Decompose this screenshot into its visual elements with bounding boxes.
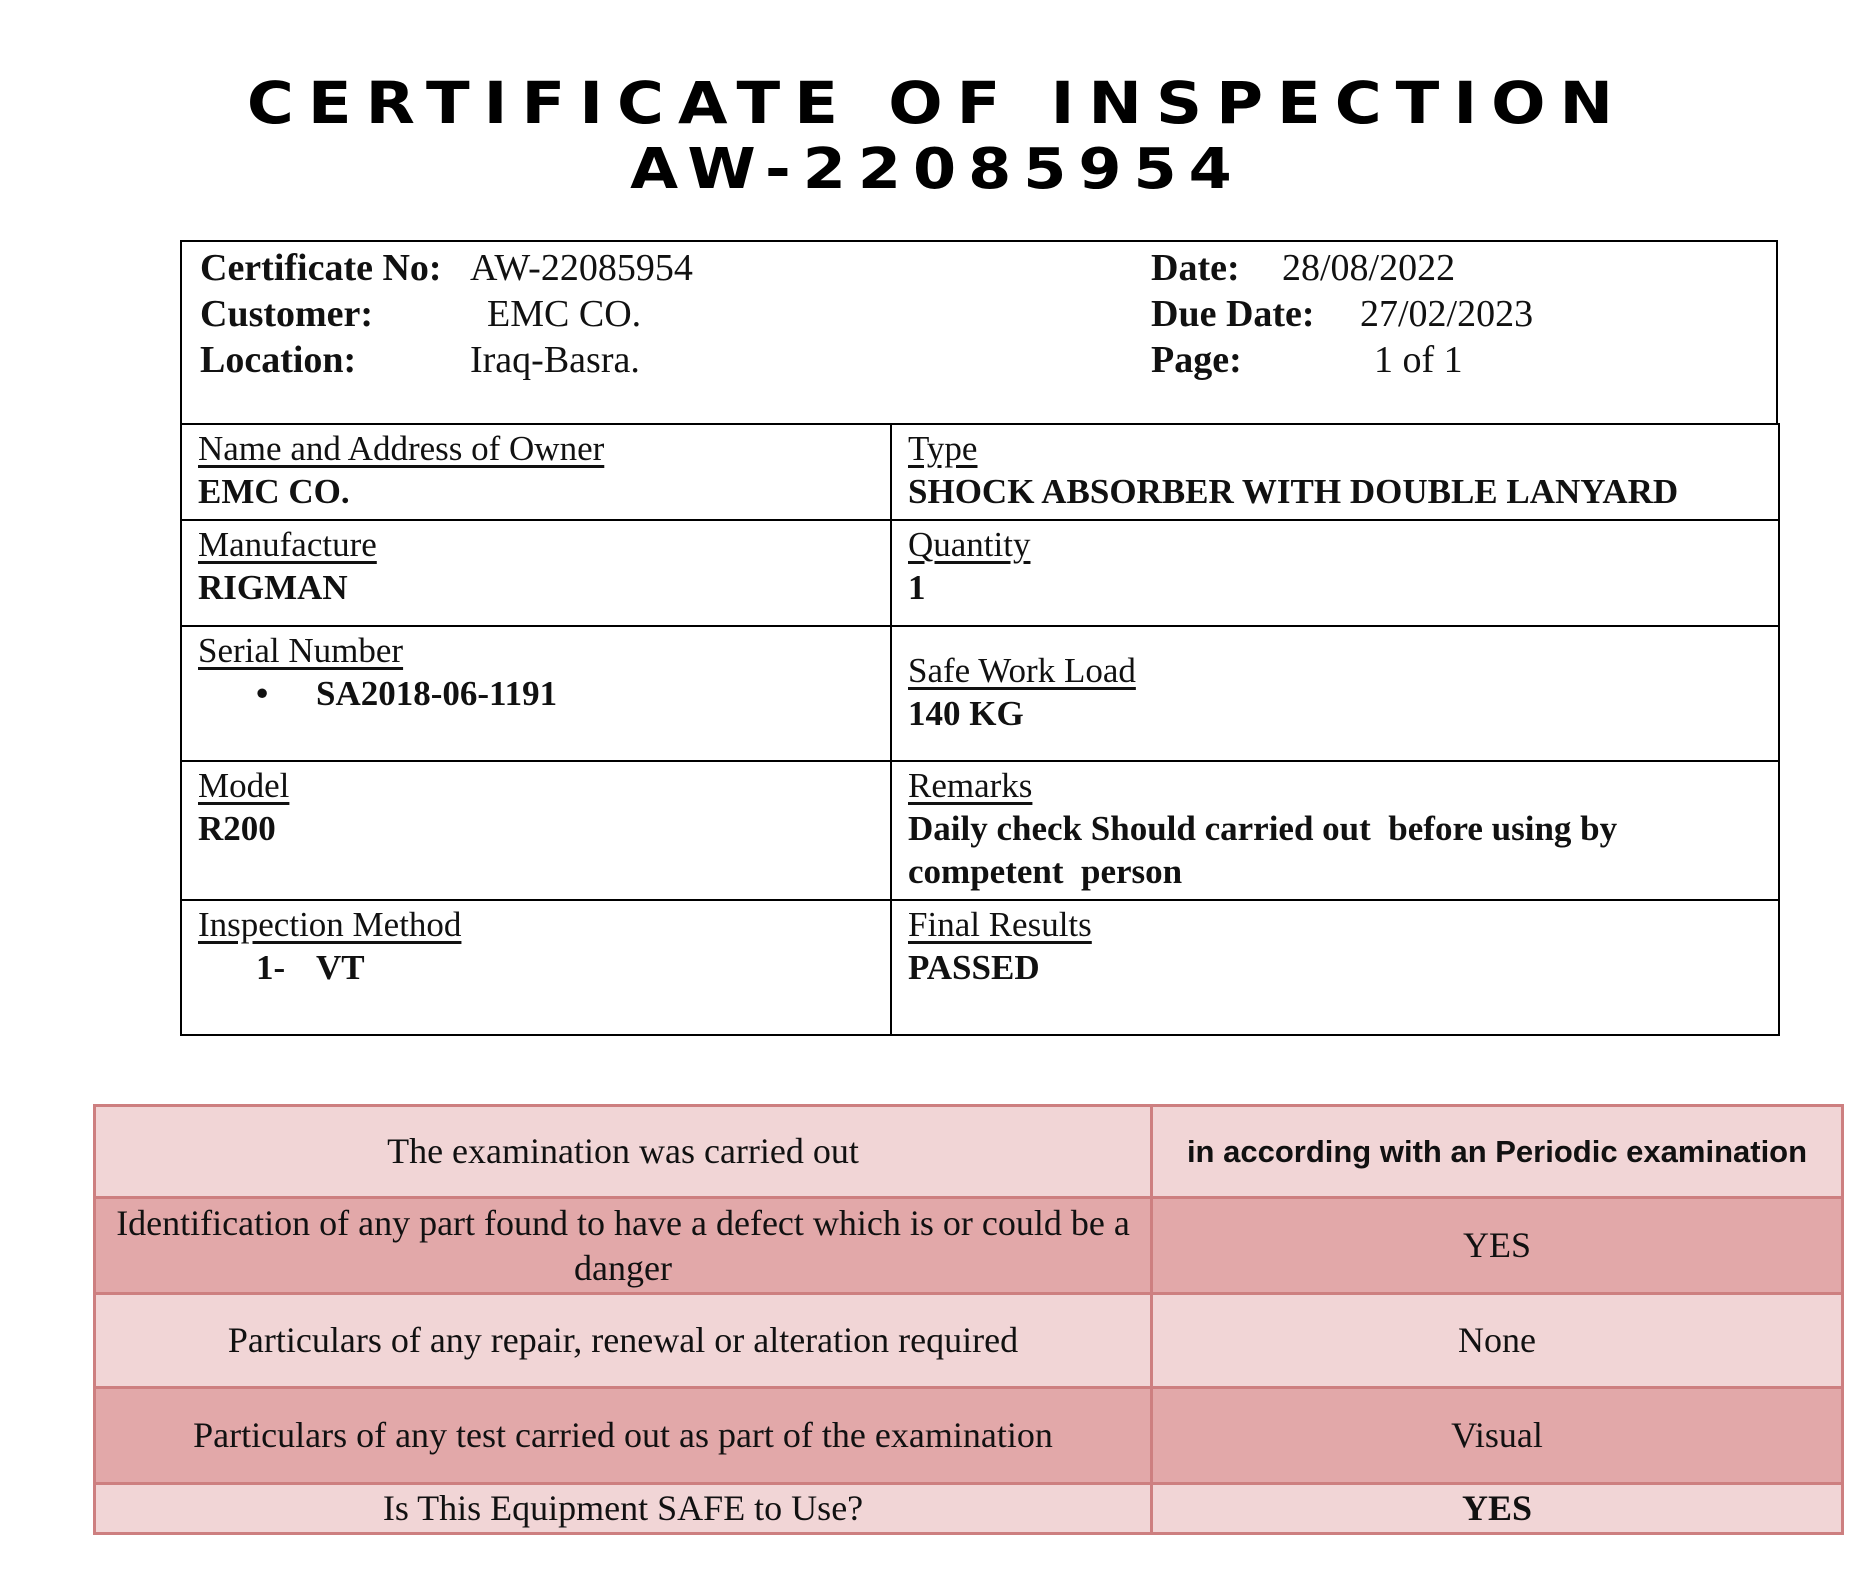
swl-cell: [891, 626, 1779, 761]
exam-answer: Visual: [1152, 1388, 1843, 1484]
location-label: Location:: [200, 339, 357, 381]
customer-label: Customer:: [200, 293, 374, 335]
owner-cell: [181, 424, 891, 520]
examination-table: [93, 1104, 1844, 1535]
exam-answer: YES: [1152, 1198, 1843, 1294]
swl-value: 140 KG: [908, 693, 1024, 733]
quantity-value: 1: [908, 568, 926, 607]
model-cell: [181, 761, 891, 900]
serial-value: SA2018-06-1191: [316, 674, 558, 713]
remarks-cell: [891, 761, 1779, 900]
serial-cell: [181, 626, 891, 761]
date-value: 28/08/2022: [1282, 247, 1456, 289]
manufacture-value: RIGMAN: [198, 568, 348, 607]
exam-question: Identification of any part found to have a defect which is or could be a danger: [95, 1198, 1152, 1294]
final-results-label: Final Results: [908, 905, 1092, 944]
serial-list-item: [198, 672, 874, 715]
exam-question: Particulars of any test carried out as part of the examination: [95, 1388, 1152, 1484]
exam-answer: None: [1152, 1294, 1843, 1388]
page-label: Page:: [1151, 339, 1242, 381]
swl-label: Safe Work Load: [908, 650, 1136, 690]
exam-answer: YES: [1152, 1484, 1843, 1534]
manufacture-label: Manufacture: [198, 525, 377, 564]
serial-label: Serial Number: [198, 631, 404, 670]
exam-question: Is This Equipment SAFE to Use?: [95, 1484, 1152, 1534]
certificate-title: CERTIFICATE OF INSPECTION: [246, 70, 1628, 138]
quantity-cell: [891, 520, 1779, 626]
customer-value: EMC CO.: [487, 293, 642, 335]
due-date-value: 27/02/2023: [1360, 293, 1534, 335]
owner-value: EMC CO.: [198, 472, 350, 511]
remarks-value: Daily check Should carried out before using by competent person: [908, 809, 1626, 891]
date-label: Date:: [1151, 247, 1240, 289]
certificate-header: [180, 240, 1778, 424]
method-label: Inspection Method: [198, 905, 462, 944]
due-date-label: Due Date:: [1151, 293, 1315, 335]
final-results-cell: [891, 900, 1779, 1035]
owner-label: Name and Address of Owner: [198, 429, 605, 468]
page-value: 1 of 1: [1374, 339, 1463, 381]
method-number: 1-: [256, 948, 286, 987]
type-cell: [891, 424, 1779, 520]
exam-question: The examination was carried out: [95, 1106, 1152, 1198]
type-label: Type: [908, 429, 978, 468]
bullet-icon: •: [256, 674, 269, 713]
manufacture-cell: [181, 520, 891, 626]
exam-answer: in according with an Periodic examination: [1152, 1106, 1843, 1198]
certificate-no-label: Certificate No:: [200, 247, 442, 289]
exam-question: Particulars of any repair, renewal or alteration required: [95, 1294, 1152, 1388]
type-value: SHOCK ABSORBER WITH DOUBLE LANYARD: [908, 472, 1679, 511]
final-results-value: PASSED: [908, 948, 1040, 987]
equipment-details-table: [180, 423, 1780, 1036]
location-value: Iraq-Basra.: [470, 339, 640, 381]
method-cell: [181, 900, 891, 1035]
method-list-item: [198, 946, 874, 989]
model-label: Model: [198, 766, 290, 805]
quantity-label: Quantity: [908, 525, 1031, 564]
model-value: R200: [198, 809, 276, 848]
method-value: VT: [316, 948, 365, 987]
certificate-title-number: AW-22085954: [630, 135, 1244, 202]
remarks-label: Remarks: [908, 766, 1033, 805]
certificate-no-value: AW-22085954: [470, 247, 693, 289]
